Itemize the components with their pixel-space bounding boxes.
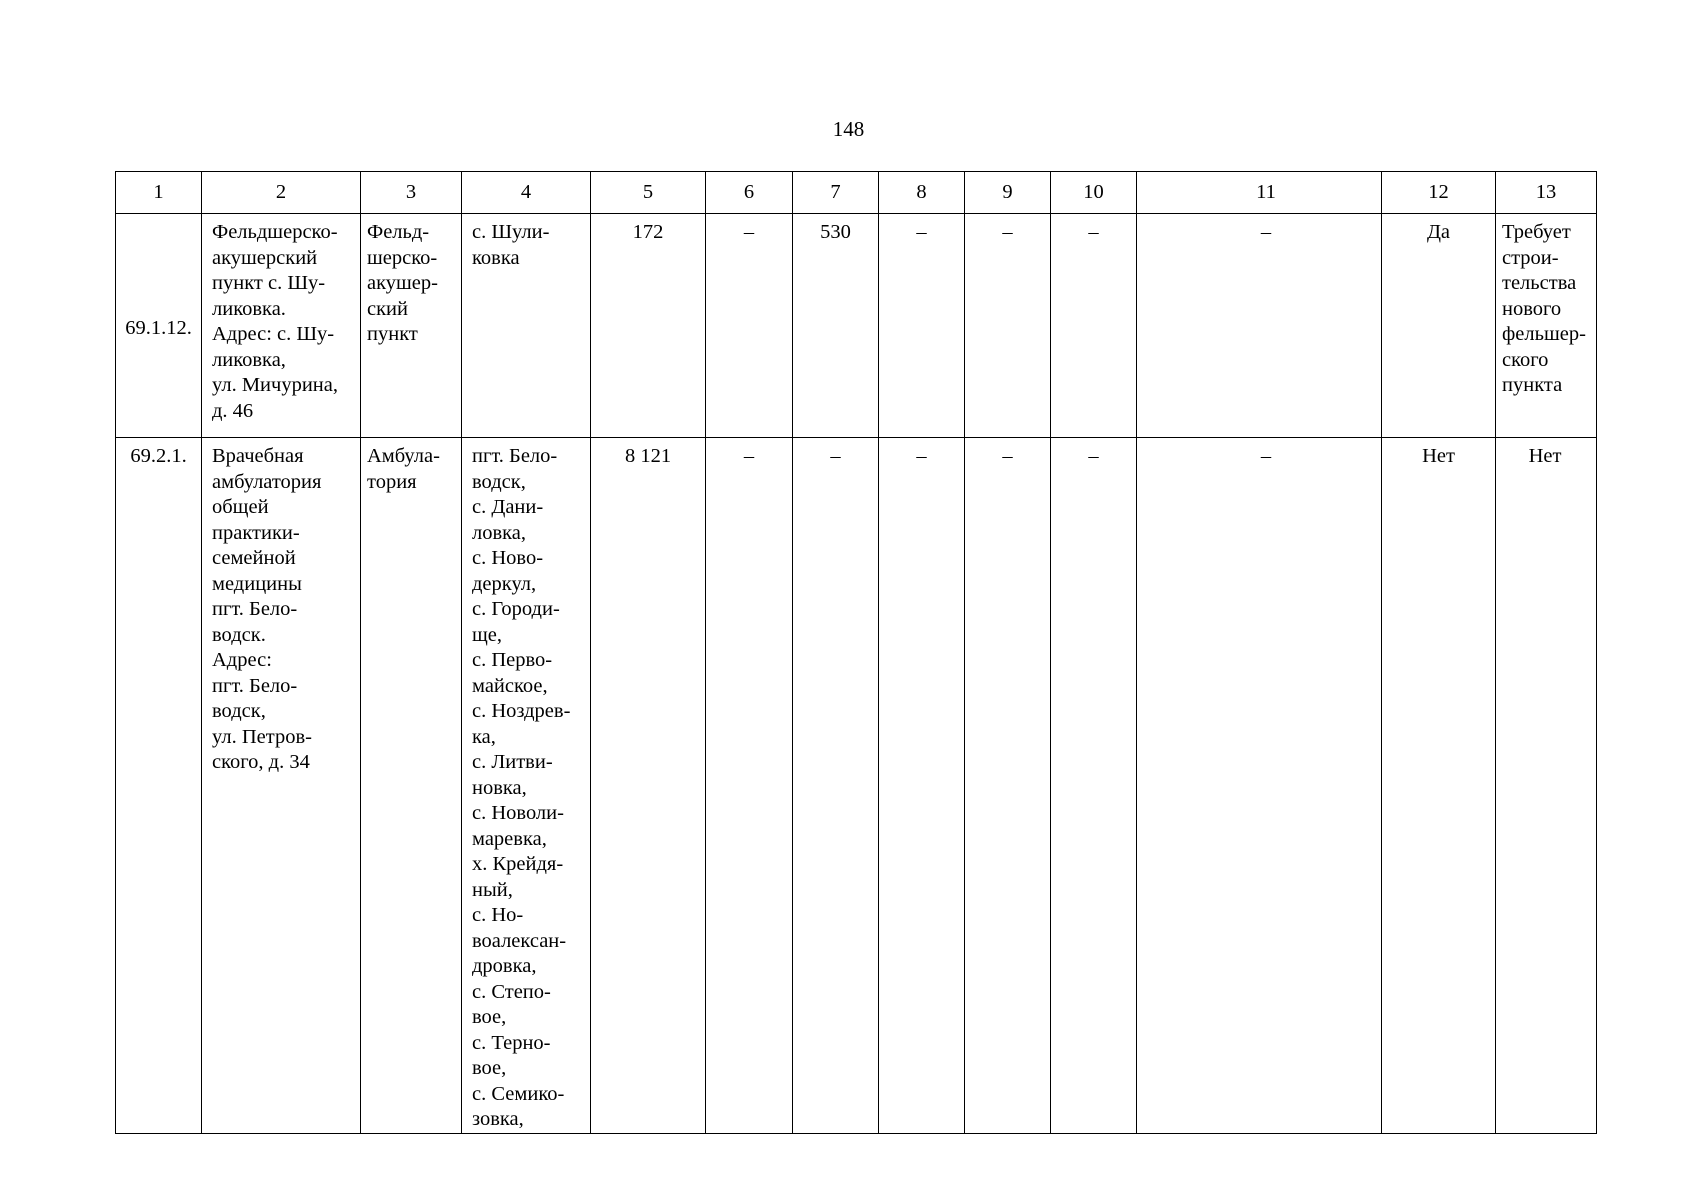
served-settlements-cell: пгт. Бело- водск, с. Дани- ловка, с. Ново- деркул, с. Городи- ще, с. Перво- майское, с. Ноздрев- ка, с. Литви- новка, с. Новоли- маревка, х. Крейдя- ный, с. Но- воалексан- дровка, с. Степо- вое, с. Терно- вое, с. Семико- зовка, (462, 438, 591, 1134)
institution-name-cell: Фельдшерско- акушерский пункт с. Шу- ликовка. Адрес: с. Шу- ликовка, ул. Мичурина, д. 46 (202, 214, 361, 438)
table-cell: – (706, 438, 793, 1134)
institution-type-cell: Фельд- шерско- акушер- ский пункт (361, 214, 462, 438)
table-cell: – (879, 214, 965, 438)
table-cell: – (1137, 438, 1382, 1134)
table-cell: – (706, 214, 793, 438)
page-number: 148 (832, 117, 865, 141)
column-header: 13 (1496, 172, 1597, 214)
table-cell: 8 121 (591, 438, 706, 1134)
column-header: 9 (965, 172, 1051, 214)
column-header: 7 (793, 172, 879, 214)
table-cell: – (1051, 214, 1137, 438)
row-number-cell: 69.2.1. (116, 438, 202, 1134)
table-cell: – (965, 214, 1051, 438)
column-header: 4 (462, 172, 591, 214)
table-cell: – (1137, 214, 1382, 438)
row-number-cell: 69.1.12. (116, 214, 202, 438)
table-cell: – (1051, 438, 1137, 1134)
institution-type-cell: Амбула- тория (361, 438, 462, 1134)
table-header-row (116, 172, 1597, 214)
column-header: 11 (1137, 172, 1382, 214)
table-cell: – (965, 438, 1051, 1134)
table-cell: 530 (793, 214, 879, 438)
column-header: 2 (202, 172, 361, 214)
column-header: 12 (1382, 172, 1496, 214)
column-header: 5 (591, 172, 706, 214)
data-table (115, 171, 1597, 1134)
column-header: 1 (116, 172, 202, 214)
column-header: 6 (706, 172, 793, 214)
table-row (116, 214, 1597, 438)
served-settlements-cell: с. Шули- ковка (462, 214, 591, 438)
column-header: 8 (879, 172, 965, 214)
table-cell: – (879, 438, 965, 1134)
column-header: 10 (1051, 172, 1137, 214)
table-cell: Нет (1382, 438, 1496, 1134)
table-cell: Да (1382, 214, 1496, 438)
column-header: 3 (361, 172, 462, 214)
table-cell: 172 (591, 214, 706, 438)
table-row (116, 438, 1597, 1134)
table-cell: – (793, 438, 879, 1134)
notes-cell: Нет (1496, 438, 1597, 1134)
institution-name-cell: Врачебная амбулатория общей практики- семейной медицины пгт. Бело- водск. Адрес: пгт. Бело- водск, ул. Петров- ского, д. 34 (202, 438, 361, 1134)
notes-cell: Требует строи- тельства нового фельшер- ского пункта (1496, 214, 1597, 438)
